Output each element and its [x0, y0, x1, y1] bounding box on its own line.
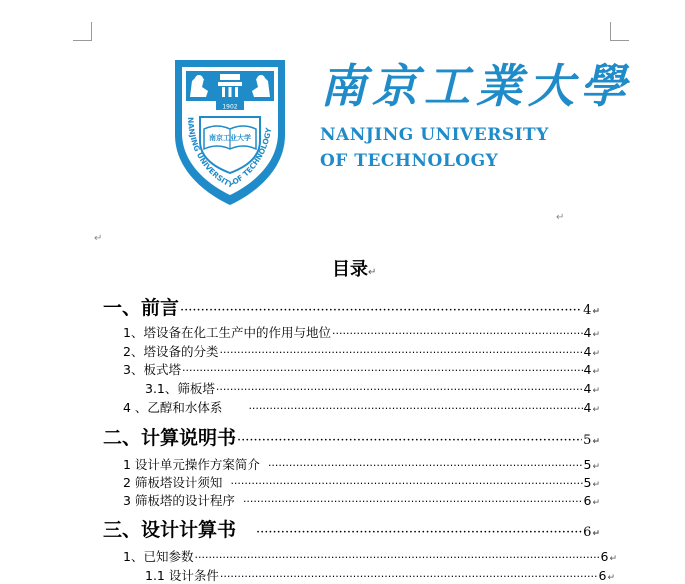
- toc-title: [332, 255, 376, 281]
- toc-entry-label: 3、板式塔: [123, 362, 181, 377]
- paragraph-mark: ↵: [592, 437, 600, 447]
- dot-leader: [332, 327, 583, 340]
- emblem-year-text: 1902: [222, 103, 238, 111]
- toc-entry-page: 4: [583, 303, 592, 318]
- dot-leader: [180, 303, 582, 318]
- toc-entry-label: 1、塔设备在化工生产中的作用与地位: [123, 325, 331, 340]
- toc-entry-page: 4: [583, 325, 592, 340]
- toc-entry-label: 2 筛板塔设计须知: [123, 475, 223, 490]
- toc-entry-section-1[interactable]: [103, 293, 600, 320]
- toc-entry-page: 4: [583, 400, 592, 415]
- paragraph-mark: ↵: [592, 529, 600, 539]
- toc-title-text: 目录: [332, 259, 368, 280]
- wordmark-english-line1: NANJING UNIVERSITY: [320, 125, 549, 145]
- toc-entry[interactable]: [123, 342, 600, 360]
- wordmark-chinese-name: 南京工業大學: [320, 59, 632, 113]
- university-emblem-logo: [172, 57, 288, 207]
- toc-entry[interactable]: [123, 547, 617, 565]
- paragraph-mark: ↵: [592, 386, 600, 396]
- toc-entry[interactable]: [123, 491, 600, 509]
- dot-leader: [220, 570, 598, 583]
- dot-leader: [182, 364, 583, 377]
- emblem-chinese-name: 南京工业大学: [209, 133, 251, 142]
- dot-leader: [219, 346, 582, 359]
- toc-entry[interactable]: [123, 455, 600, 473]
- dot-leader: [268, 459, 583, 472]
- toc-entry-label: 3.1、筛板塔: [145, 381, 215, 396]
- toc-entry-label: 三、设计计算书: [103, 519, 237, 541]
- toc-entry[interactable]: [123, 473, 600, 491]
- toc-entry-label: 1.1 设计条件: [145, 568, 219, 583]
- paragraph-mark: ↵: [556, 212, 565, 223]
- university-wordmark: [320, 59, 632, 174]
- dot-leader: [256, 525, 582, 540]
- toc-entry-label: 4 、乙醇和水体系: [123, 400, 223, 415]
- toc-entry-label: 1、已知参数: [123, 549, 194, 564]
- toc-entry-page: 4: [583, 381, 592, 396]
- paragraph-mark: ↵: [592, 480, 600, 490]
- paragraph-mark: ↵: [592, 349, 600, 359]
- paragraph-mark: ↵: [609, 554, 617, 564]
- toc-entry-label: 3 筛板塔的设计程序: [123, 493, 235, 508]
- toc-entry-page: 5: [583, 475, 592, 490]
- dot-leader: [230, 477, 582, 490]
- toc-entry-section-2[interactable]: [103, 423, 600, 450]
- dot-leader: [248, 402, 582, 415]
- toc-entry-label: 一、前言: [103, 297, 180, 319]
- emblem-ring-text: NANJING UNIVERSITY OF TECHNOLOGY: [185, 116, 274, 190]
- toc-entry-page: 6: [583, 525, 592, 540]
- toc-entry-page: 6: [583, 493, 592, 508]
- paragraph-mark: ↵: [592, 405, 600, 415]
- toc-entry-label: 2、塔设备的分类: [123, 344, 219, 359]
- crop-mark-top-right: [610, 22, 629, 41]
- paragraph-mark: ↵: [607, 573, 615, 583]
- paragraph-mark: ↵: [592, 462, 600, 472]
- toc-entry-page: 4: [583, 344, 592, 359]
- toc-entry[interactable]: [145, 379, 600, 397]
- paragraph-mark: ↵: [592, 307, 600, 317]
- wordmark-english-line2: OF TECHNOLOGY: [320, 151, 499, 171]
- toc-entry-page: 6: [600, 549, 609, 564]
- toc-entry[interactable]: [123, 323, 600, 341]
- paragraph-mark: ↵: [94, 233, 103, 244]
- dot-leader: [216, 383, 583, 396]
- toc-entry-label: 1 设计单元操作方案简介: [123, 457, 260, 472]
- paragraph-mark: ↵: [368, 267, 377, 278]
- dot-leader: [194, 551, 599, 564]
- paragraph-mark: ↵: [592, 367, 600, 377]
- toc-entry-page: 5: [583, 457, 592, 472]
- dot-leader: [243, 495, 583, 508]
- paragraph-mark: ↵: [592, 498, 600, 508]
- toc-entry-label: 二、计算说明书: [103, 427, 237, 449]
- toc-entry-page: 5: [583, 433, 592, 448]
- toc-entry-page: 4: [583, 362, 592, 377]
- crop-mark-top-left: [73, 22, 92, 41]
- toc-entry[interactable]: [145, 566, 615, 584]
- toc-entry-section-3[interactable]: [103, 515, 600, 542]
- toc-entry[interactable]: [123, 360, 600, 378]
- paragraph-mark: ↵: [592, 330, 600, 340]
- toc-entry[interactable]: [123, 398, 600, 416]
- dot-leader: [237, 433, 582, 448]
- toc-entry-page: 6: [598, 568, 607, 583]
